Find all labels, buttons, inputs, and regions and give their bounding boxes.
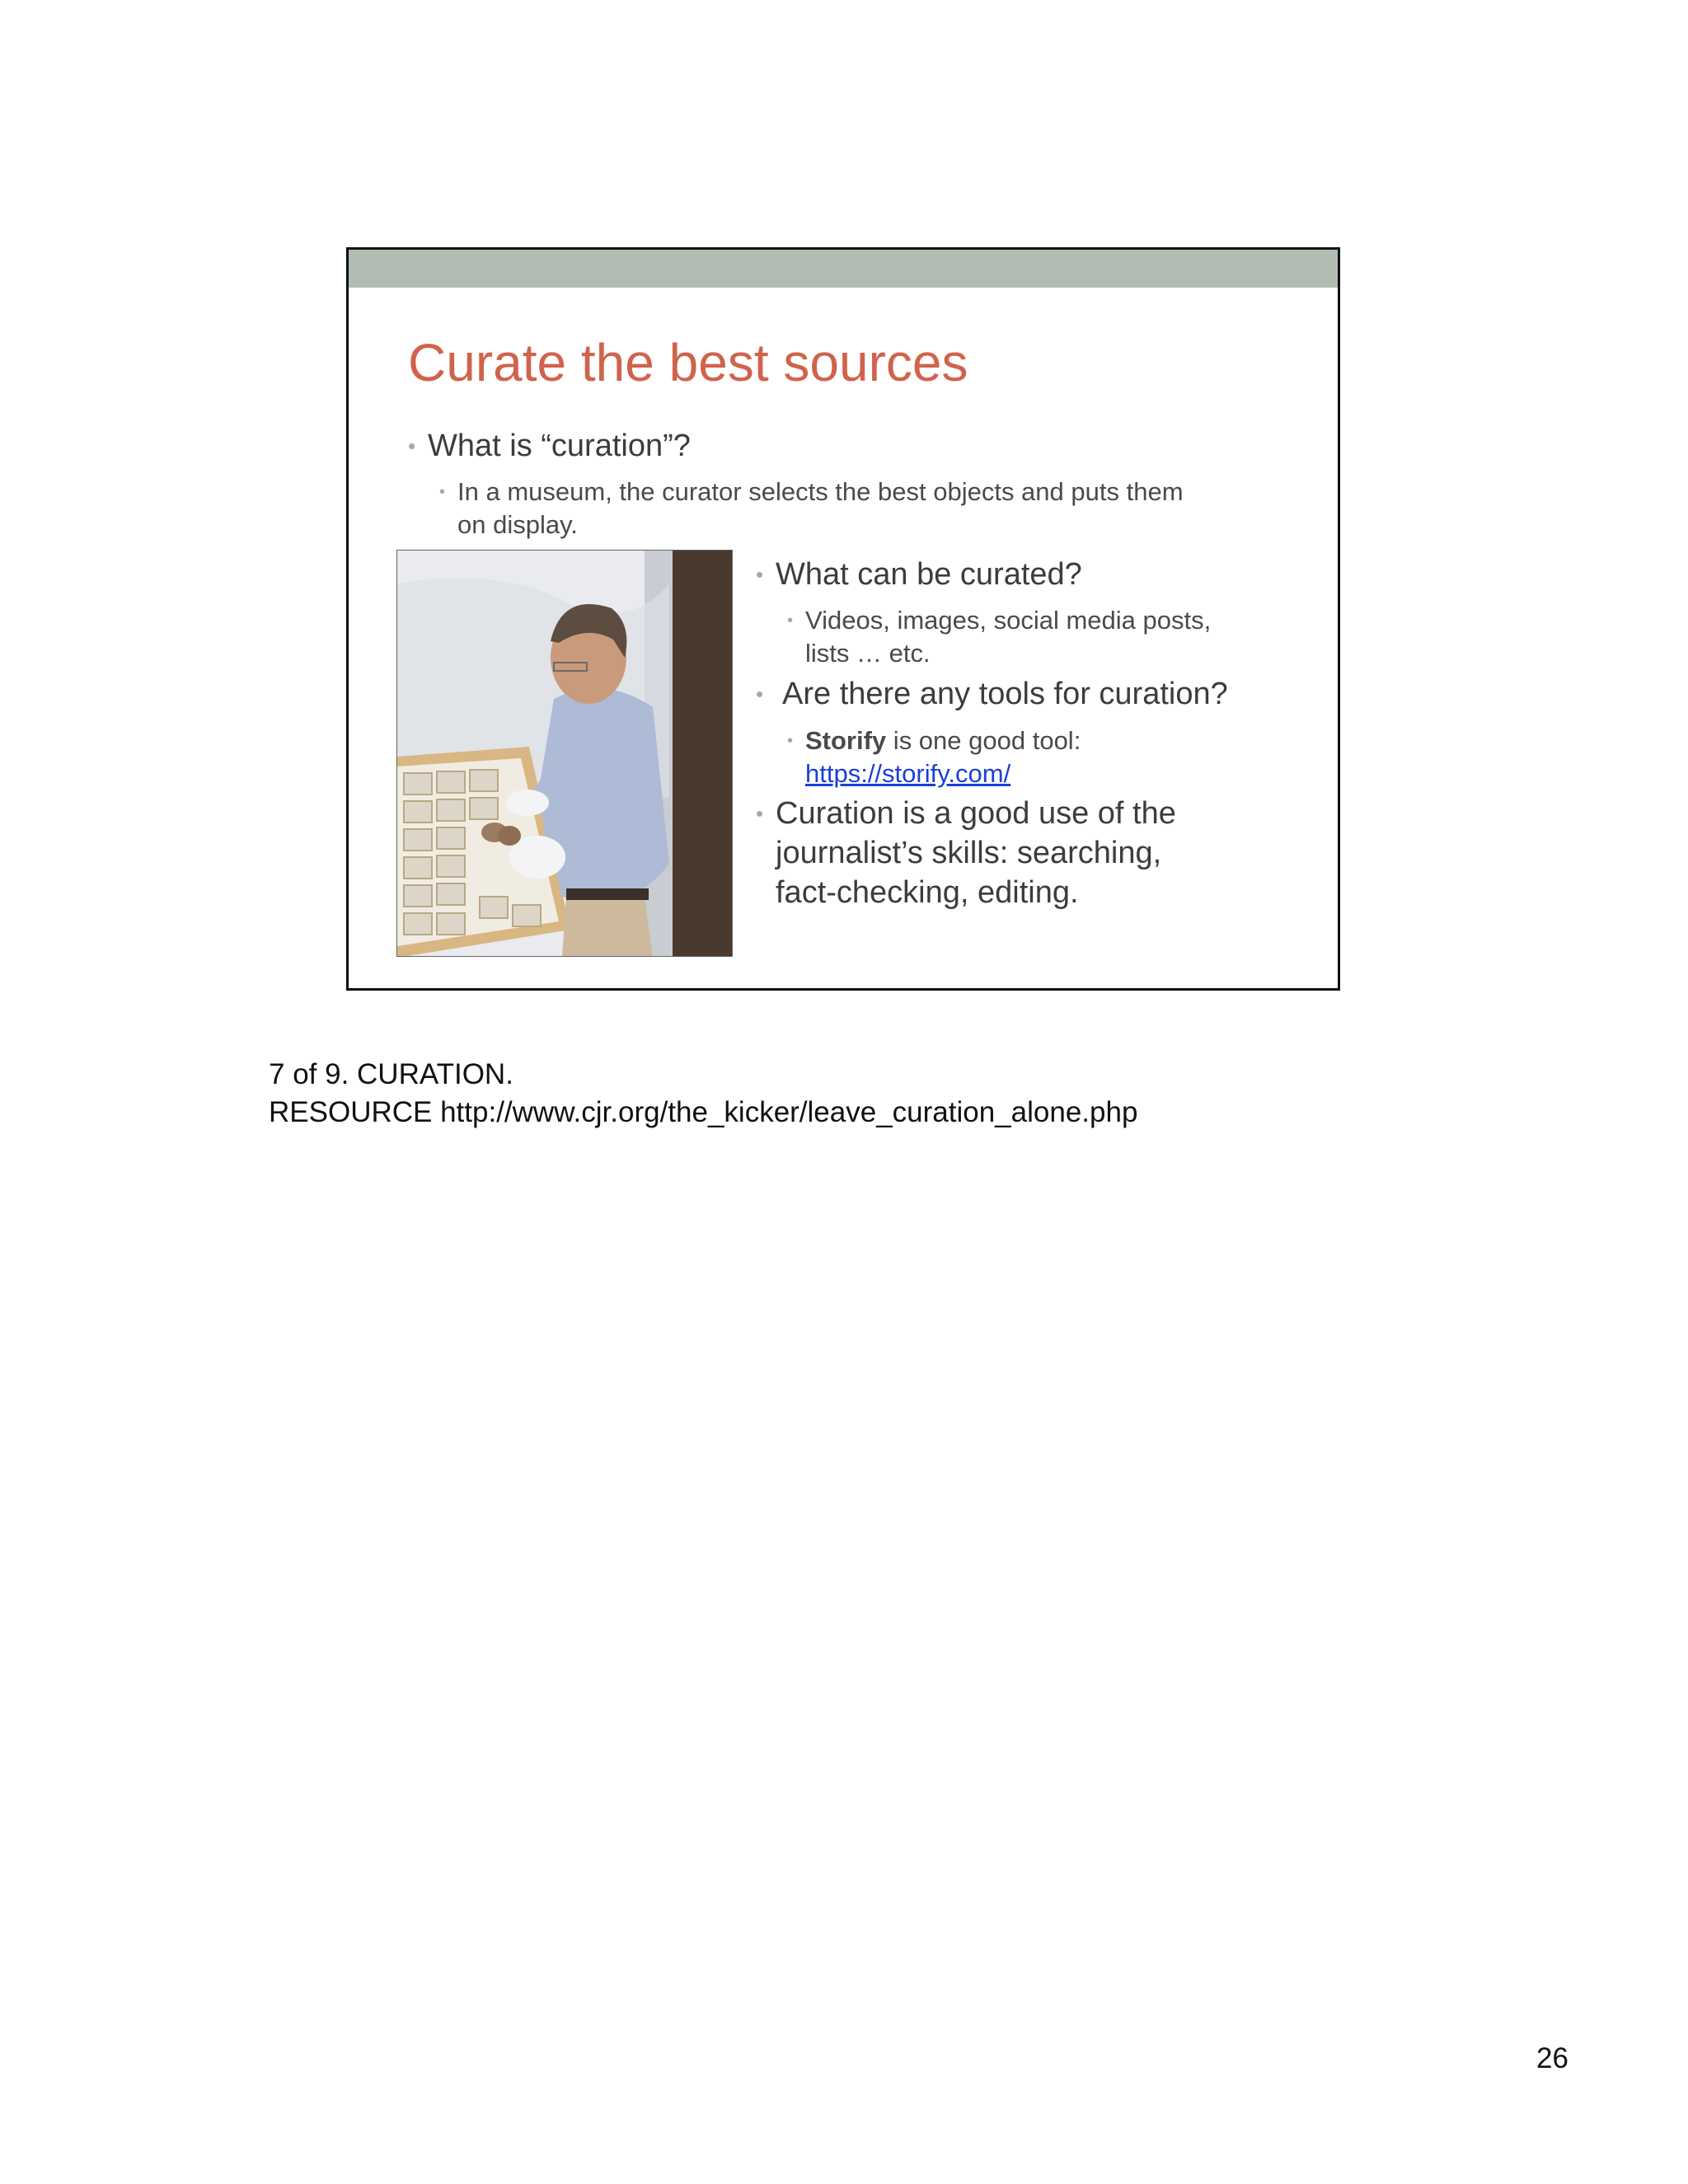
page-number: 26 — [1536, 2042, 1568, 2074]
slide-header-band — [349, 250, 1338, 288]
notes-line-1: 7 of 9. CURATION. — [269, 1058, 513, 1090]
bullet-dot: • — [756, 682, 764, 706]
bullet-dot: • — [408, 434, 416, 458]
sub-bullet-line: Videos, images, social media posts, — [805, 606, 1212, 635]
bullet-text: What can be curated? — [776, 557, 1082, 592]
bullet-dot: • — [756, 801, 764, 826]
bullet-text: What is “curation”? — [428, 429, 691, 463]
bullet-dot: • — [756, 562, 764, 587]
sub-bullet-museum — [439, 476, 1184, 541]
bullet-line: fact-checking, editing. — [776, 875, 1079, 910]
bullet-curation-good-use — [756, 794, 1176, 912]
sub-bullet-line: lists … etc. — [805, 639, 931, 668]
bullet-tools — [756, 674, 1228, 714]
bullet-dot: • — [439, 483, 446, 501]
bullet-text: Are there any tools for curation? — [782, 677, 1228, 711]
sub-bullet-line: on display. — [457, 510, 578, 539]
sub-bullet-videos — [787, 604, 1212, 670]
slide-thumbnail — [346, 247, 1340, 991]
sub-bullet-line: In a museum, the curator selects the best objects and puts them — [457, 477, 1184, 506]
bullet-dot: • — [787, 612, 794, 630]
storify-link[interactable]: https://storify.com/ — [805, 759, 1011, 788]
bullet-what-can-be-curated — [756, 555, 1082, 594]
bullet-what-is-curation — [408, 426, 691, 466]
curator-photo — [396, 550, 733, 957]
sub-bullet-storify — [787, 724, 1081, 790]
sub-bullet-text: is one good tool: — [886, 726, 1081, 755]
bullet-dot: • — [787, 732, 794, 750]
storify-bold: Storify — [805, 726, 887, 755]
bullet-line: Curation is a good use of the — [776, 796, 1176, 831]
notes-line-2: RESOURCE http://www.cjr.org/the_kicker/leave_curation_alone.php — [269, 1096, 1138, 1128]
slide-title: Curate the best sources — [408, 333, 968, 392]
bullet-line: journalist’s skills: searching, — [776, 836, 1162, 870]
